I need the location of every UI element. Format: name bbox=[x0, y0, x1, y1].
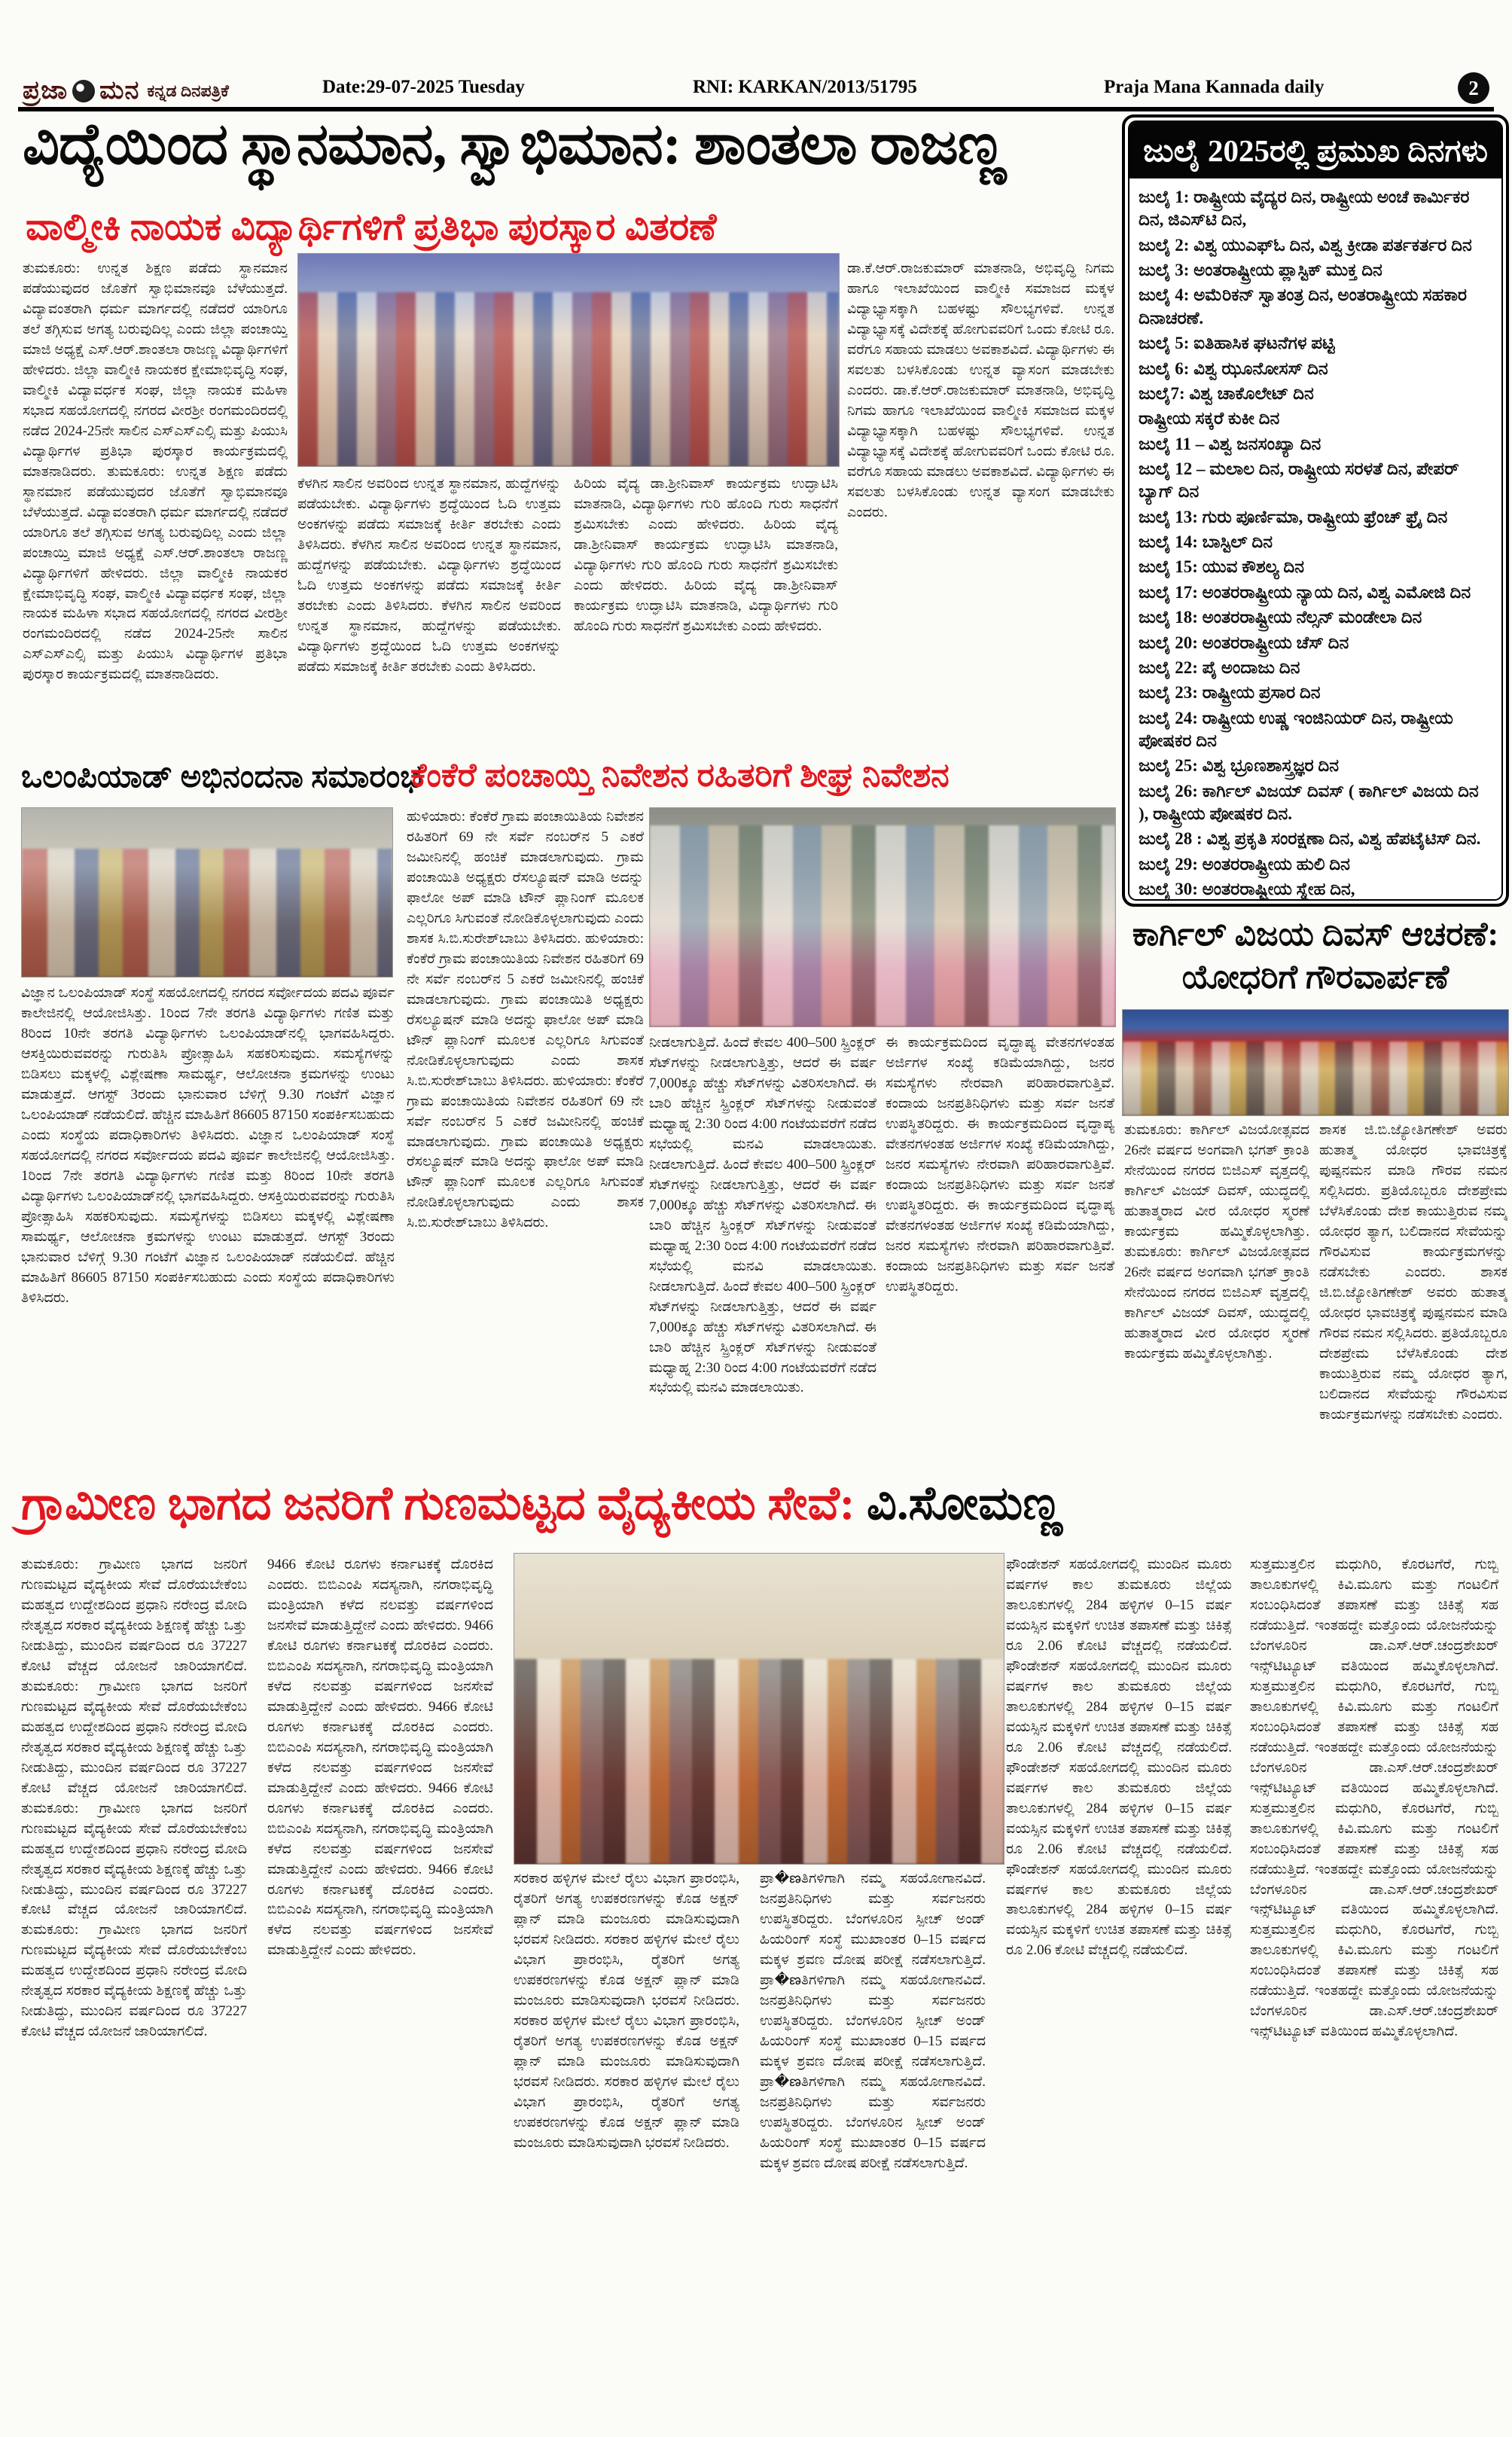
day-list-item: ಜುಲೈ 26: ಕಾರ್ಗಿಲ್ ವಿಜಯ್ ದಿವಸ್ ( ಕಾರ್ಗಿಲ್ ವಿಜಯ ದಿನ ), ರಾಷ್ಟ್ರೀಯ ಪೋಷಕರ ದಿನ. bbox=[1139, 781, 1479, 824]
header-rni: RNI: KARKAN/2013/51795 bbox=[693, 77, 917, 97]
photo-crowd-texture bbox=[22, 849, 392, 977]
day-list-item: ರಾಷ್ಟ್ರೀಯ ಸಕ್ಕರೆ ಕುಕೀ ದಿನ bbox=[1139, 409, 1280, 429]
article1-col2: ಕೆಳಗಿನ ಸಾಲಿನ ಅವರಿಂದ ಉನ್ನತ ಸ್ಥಾನಮಾನ, ಹುದ್ದೆಗಳನ್ನು ಪಡೆಯಬೇಕು. ವಿದ್ಯಾರ್ಥಿಗಳು ಶ್ರದ್ಧೆಯಿಂದ ಓದಿ ಉತ್ತಮ ಅಂಕಗಳನ್ನು ಪಡೆದು ಸಮಾಜಕ್ಕೆ ಕೀರ್ತಿ ತರಬೇಕು ಎಂದು ತಿಳಿಸಿದರು. ಕೆಳಗಿನ ಸಾಲಿನ ಅವರಿಂದ ಉನ್ನತ ಸ್ಥಾನಮಾನ, ಹುದ್ದೆಗಳನ್ನು ಪಡೆಯಬೇಕು. ವಿದ್ಯಾರ್ಥಿಗಳು ಶ್ರದ್ಧೆಯಿಂದ ಓದಿ ಉತ್ತಮ ಅಂಕಗಳನ್ನು ಪಡೆದು ಸಮಾಜಕ್ಕೆ ಕೀರ್ತಿ ತರಬೇಕು ಎಂದು ತಿಳಿಸಿದರು. ಕೆಳಗಿನ ಸಾಲಿನ ಅವರಿಂದ ಉನ್ನತ ಸ್ಥಾನಮಾನ, ಹುದ್ದೆಗಳನ್ನು ಪಡೆಯಬೇಕು. ವಿದ್ಯಾರ್ಥಿಗಳು ಶ್ರದ್ಧೆಯಿಂದ ಓದಿ ಉತ್ತಮ ಅಂಕಗಳನ್ನು ಪಡೆದು ಸಮಾಜಕ್ಕೆ ಕೀರ್ತಿ ತರಬೇಕು ಎಂದು ತಿಳಿಸಿದರು. bbox=[297, 476, 561, 675]
day-list-item: ಜುಲೈ 2: ವಿಶ್ವ ಯುಎಫ್ಓ ದಿನ, ವಿಶ್ವ ಕ್ರೀಡಾ ಪರ್ತಕರ್ತರ ದಿನ bbox=[1139, 235, 1472, 255]
day-list-item: ಜುಲೈ 5: ಐತಿಹಾಸಿಕ ಘಟನೆಗಳ ಪಟ್ಟಿ bbox=[1139, 334, 1335, 353]
day-list-item: ಜುಲೈ 15: ಯುವ ಕೌಶಲ್ಯ ದಿನ bbox=[1139, 557, 1305, 577]
article1-col4: ಡಾ.ಕೆ.ಆರ್.ರಾಜಕುಮಾರ್ ಮಾತನಾಡಿ, ಅಭಿವೃದ್ಧಿ ನಿಗಮ ಹಾಗೂ ಇಲಾಖೆಯಿಂದ ವಾಲ್ಮೀಕಿ ಸಮಾಜದ ಮಕ್ಕಳ ವಿದ್ಯಾಭ್ಯಾಸಕ್ಕಾಗಿ ಬಹಳಷ್ಟು ಸೌಲಭ್ಯಗಳಿವೆ. ಉನ್ನತ ವಿದ್ಯಾಭ್ಯಾಸಕ್ಕೆ ವಿದೇಶಕ್ಕೆ ಹೋಗುವವರಿಗೆ ಒಂದು ಕೋಟಿ ರೂ. ವರೆಗೂ ಸಹಾಯ ಮಾಡಲು ಅವಕಾಶವಿದೆ. ವಿದ್ಯಾರ್ಥಿಗಳು ಈ ಸವಲತು ಬಳಸಿಕೊಂಡು ಉನ್ನತ ವ್ಯಾಸಂಗ ಮಾಡಬೇಕು ಎಂದರು. ಡಾ.ಕೆ.ಆರ್.ರಾಜಕುಮಾರ್ ಮಾತನಾಡಿ, ಅಭಿವೃದ್ಧಿ ನಿಗಮ ಹಾಗೂ ಇಲಾಖೆಯಿಂದ ವಾಲ್ಮೀಕಿ ಸಮಾಜದ ಮಕ್ಕಳ ವಿದ್ಯಾಭ್ಯಾಸಕ್ಕಾಗಿ ಬಹಳಷ್ಟು ಸೌಲಭ್ಯಗಳಿವೆ. ಉನ್ನತ ವಿದ್ಯಾಭ್ಯಾಸಕ್ಕೆ ವಿದೇಶಕ್ಕೆ ಹೋಗುವವರಿಗೆ ಒಂದು ಕೋಟಿ ರೂ. ವರೆಗೂ ಸಹಾಯ ಮಾಡಲು ಅವಕಾಶವಿದೆ. ವಿದ್ಯಾರ್ಥಿಗಳು ಈ ಸವಲತು ಬಳಸಿಕೊಂಡು ಉನ್ನತ ವ್ಯಾಸಂಗ ಮಾಡಬೇಕು ಎಂದರು. bbox=[847, 261, 1114, 520]
masthead bbox=[23, 74, 229, 108]
article4-col2: ಶಾಸಕ ಜಿ.ಬಿ.ಜ್ಯೋತಿಗಣೇಶ್ ಅವರು ಹುತಾತ್ಮ ಯೋಧರ ಭಾವಚಿತ್ರಕ್ಕೆ ಪುಷ್ಪನಮನ ಮಾಡಿ ಗೌರವ ನಮನ ಸಲ್ಲಿಸಿದರು. ಪ್ರತಿಯೊಬ್ಬರೂ ದೇಶಪ್ರೇಮ ಬೆಳೆಸಿಕೊಂಡು ದೇಶ ಕಾಯುತ್ತಿರುವ ನಮ್ಮ ಯೋಧರ ತ್ಯಾಗ, ಬಲಿದಾನದ ಸೇವೆಯನ್ನು ಗೌರವಿಸುವ ಕಾರ್ಯಕ್ರಮಗಳನ್ನು ನಡೆಸಬೇಕು ಎಂದರು. ಶಾಸಕ ಜಿ.ಬಿ.ಜ್ಯೋತಿಗಣೇಶ್ ಅವರು ಹುತಾತ್ಮ ಯೋಧರ ಭಾವಚಿತ್ರಕ್ಕೆ ಪುಷ್ಪನಮನ ಮಾಡಿ ಗೌರವ ನಮನ ಸಲ್ಲಿಸಿದರು. ಪ್ರತಿಯೊಬ್ಬರೂ ದೇಶಪ್ರೇಮ ಬೆಳೆಸಿಕೊಂಡು ದೇಶ ಕಾಯುತ್ತಿರುವ ನಮ್ಮ ಯೋಧರ ತ್ಯಾಗ, ಬಲಿದಾನದ ಸೇವೆಯನ್ನು ಗೌರವಿಸುವ ಕಾರ್ಯಕ್ರಮಗಳನ್ನು ನಡೆಸಬೇಕು ಎಂದರು. bbox=[1319, 1122, 1507, 1423]
article4-headline-line2: ಯೋಧರಿಗೆ ಗೌರವಾರ್ಪಣೆ bbox=[1181, 959, 1450, 996]
article1-photo bbox=[297, 253, 840, 467]
day-list-item: ಜುಲೈ 6: ವಿಶ್ವ ಝೂನೋಸಸ್ ದಿನ bbox=[1139, 358, 1328, 378]
article3-col3: ಈ ಕಾರ್ಯಕ್ರಮದಿಂದ ವೃದ್ಧಾಪ್ಯ ವೇತನಗಳಂತಹ ಅರ್ಜಿಗಳ ಸಂಖ್ಯೆ ಕಡಿಮೆಯಾಗಿದ್ದು, ಜನರ ಸಮಸ್ಯೆಗಳು ನೇರವಾಗಿ ಪರಿಹಾರವಾಗುತ್ತಿವೆ. ಕಂದಾಯ ಜನಪ್ರತಿನಿಧಿಗಳು ಮತ್ತು ಸರ್ವ ಜನತೆ ಉಪಸ್ಥಿತರಿದ್ದರು. ಈ ಕಾರ್ಯಕ್ರಮದಿಂದ ವೃದ್ಧಾಪ್ಯ ವೇತನಗಳಂತಹ ಅರ್ಜಿಗಳ ಸಂಖ್ಯೆ ಕಡಿಮೆಯಾಗಿದ್ದು, ಜನರ ಸಮಸ್ಯೆಗಳು ನೇರವಾಗಿ ಪರಿಹಾರವಾಗುತ್ತಿವೆ. ಕಂದಾಯ ಜನಪ್ರತಿನಿಧಿಗಳು ಮತ್ತು ಸರ್ವ ಜನತೆ ಉಪಸ್ಥಿತರಿದ್ದರು. ಈ ಕಾರ್ಯಕ್ರಮದಿಂದ ವೃದ್ಧಾಪ್ಯ ವೇತನಗಳಂತಹ ಅರ್ಜಿಗಳ ಸಂಖ್ಯೆ ಕಡಿಮೆಯಾಗಿದ್ದು, ಜನರ ಸಮಸ್ಯೆಗಳು ನೇರವಾಗಿ ಪರಿಹಾರವಾಗುತ್ತಿವೆ. ಕಂದಾಯ ಜನಪ್ರತಿನಿಧಿಗಳು ಮತ್ತು ಸರ್ವ ಜನತೆ ಉಪಸ್ಥಿತರಿದ್ದರು. bbox=[886, 1035, 1114, 1295]
article2-body: ವಿಜ್ಞಾನ ಒಲಂಪಿಯಾಡ್ ಸಂಸ್ಥೆ ಸಹಯೋಗದಲ್ಲಿ ನಗರದ ಸರ್ವೋದಯ ಪದವಿ ಪೂರ್ವ ಕಾಲೇಜಿನಲ್ಲಿ ಆಯೋಜಿಸಿತ್ತು. 1ರಿಂದ 7ನೇ ತರಗತಿ ವಿದ್ಯಾರ್ಥಿಗಳು ಗಣಿತ ಮತ್ತು 8ರಿಂದ 10ನೇ ತರಗತಿ ವಿದ್ಯಾರ್ಥಿಗಳು ಒಲಂಪಿಯಾಡ್‌ನಲ್ಲಿ ಭಾಗವಹಿಸಿದ್ದರು. ಆಸಕ್ತಿಯಿರುವವರನ್ನು ಗುರುತಿಸಿ ಪ್ರೋತ್ಸಾಹಿಸಿ ಸಹಕರಿಸುವುದು. ಸಮಸ್ಯೆಗಳನ್ನು ಬಿಡಿಸಲು ಮಕ್ಕಳಲ್ಲಿ ವಿಶ್ಲೇಷಣಾ ಸಾಮರ್ಥ್ಯ, ಆಲೋಚನಾ ಕ್ರಮಗಳನ್ನು ಉಂಟು ಮಾಡುತ್ತದೆ. ಆಗಸ್ಟ್ 3ರಂದು ಭಾನುವಾರ ಬೆಳಿಗ್ಗೆ 9.30 ಗಂಟೆಗೆ ವಿಜ್ಞಾನ ಒಲಂಪಿಯಾಡ್ ನಡೆಯಲಿದೆ. ಹೆಚ್ಚಿನ ಮಾಹಿತಿಗೆ 86605 87150 ಸಂಪರ್ಕಿಸಬಹುದು ಎಂದು ಸಂಸ್ಥೆಯ ಪದಾಧಿಕಾರಿಗಳು ತಿಳಿಸಿದರು. ವಿಜ್ಞಾನ ಒಲಂಪಿಯಾಡ್ ಸಂಸ್ಥೆ ಸಹಯೋಗದಲ್ಲಿ ನಗರದ ಸರ್ವೋದಯ ಪದವಿ ಪೂರ್ವ ಕಾಲೇಜಿನಲ್ಲಿ ಆಯೋಜಿಸಿತ್ತು. 1ರಿಂದ 7ನೇ ತರಗತಿ ವಿದ್ಯಾರ್ಥಿಗಳು ಗಣಿತ ಮತ್ತು 8ರಿಂದ 10ನೇ ತರಗತಿ ವಿದ್ಯಾರ್ಥಿಗಳು ಒಲಂಪಿಯಾಡ್‌ನಲ್ಲಿ ಭಾಗವಹಿಸಿದ್ದರು. ಆಸಕ್ತಿಯಿರುವವರನ್ನು ಗುರುತಿಸಿ ಪ್ರೋತ್ಸಾಹಿಸಿ ಸಹಕರಿಸುವುದು. ಸಮಸ್ಯೆಗಳನ್ನು ಬಿಡಿಸಲು ಮಕ್ಕಳಲ್ಲಿ ವಿಶ್ಲೇಷಣಾ ಸಾಮರ್ಥ್ಯ, ಆಲೋಚನಾ ಕ್ರಮಗಳನ್ನು ಉಂಟು ಮಾಡುತ್ತದೆ. ಆಗಸ್ಟ್ 3ರಂದು ಭಾನುವಾರ ಬೆಳಿಗ್ಗೆ 9.30 ಗಂಟೆಗೆ ವಿಜ್ಞಾನ ಒಲಂಪಿಯಾಡ್ ನಡೆಯಲಿದೆ. ಹೆಚ್ಚಿನ ಮಾಹಿತಿಗೆ 86605 87150 ಸಂಪರ್ಕಿಸಬಹುದು ಎಂದು ಸಂಸ್ಥೆಯ ಪದಾಧಿಕಾರಿಗಳು ತಿಳಿಸಿದರು. bbox=[21, 985, 395, 1306]
logo-text-left: ಪ್ರಜಾ bbox=[23, 77, 69, 105]
article5-photo bbox=[514, 1553, 1004, 1865]
day-list-item: ಜುಲೈ 30: ಅಂತರರಾಷ್ಟ್ರೀಯ ಸ್ನೇಹ ದಿನ, bbox=[1139, 880, 1355, 899]
article1-subheadline: ವಾಲ್ಮೀಕಿ ನಾಯಕ ವಿದ್ಯಾರ್ಥಿಗಳಿಗೆ ಪ್ರತಿಭಾ ಪುರಸ್ಕಾರ ವಿತರಣೆ bbox=[26, 206, 717, 248]
article5-headline-red: ಗ್ರಾಮೀಣ ಭಾಗದ ಜನರಿಗೆ ಗುಣಮಟ್ಟದ ವೈದ್ಯಕೀಯ ಸೇವೆ: bbox=[21, 1478, 867, 1530]
article3-col1: ಹುಳಿಯಾರು: ಕೆಂಕೆರೆ ಗ್ರಾಮ ಪಂಚಾಯಿತಿಯ ನಿವೇಶನ ರಹಿತರಿಗೆ 69 ನೇ ಸರ್ವೆ ನಂಬರ್‌ನ 5 ಎಕರೆ ಜಮೀನಿನಲ್ಲಿ ಹಂಚಿಕೆ ಮಾಡಲಾಗುವುದು. ಗ್ರಾಮ ಪಂಚಾಯಿತಿ ಅಧ್ಯಕ್ಷರು ರೆಸಲ್ಯೂಷನ್ ಮಾಡಿ ಅದನ್ನು ಫಾಲೋ ಅಪ್ ಮಾಡಿ ಟೌನ್ ಪ್ಲಾನಿಂಗ್ ಮೂಲಕ ಎಲ್ಲರಿಗೂ ಸಿಗುವಂತೆ ನೋಡಿಕೊಳ್ಳಲಾಗುವುದು ಎಂದು ಶಾಸಕ ಸಿ.ಬಿ.ಸುರೇಶ್‌ಬಾಬು ತಿಳಿಸಿದರು. ಹುಳಿಯಾರು: ಕೆಂಕೆರೆ ಗ್ರಾಮ ಪಂಚಾಯಿತಿಯ ನಿವೇಶನ ರಹಿತರಿಗೆ 69 ನೇ ಸರ್ವೆ ನಂಬರ್‌ನ 5 ಎಕರೆ ಜಮೀನಿನಲ್ಲಿ ಹಂಚಿಕೆ ಮಾಡಲಾಗುವುದು. ಗ್ರಾಮ ಪಂಚಾಯಿತಿ ಅಧ್ಯಕ್ಷರು ರೆಸಲ್ಯೂಷನ್ ಮಾಡಿ ಅದನ್ನು ಫಾಲೋ ಅಪ್ ಮಾಡಿ ಟೌನ್ ಪ್ಲಾನಿಂಗ್ ಮೂಲಕ ಎಲ್ಲರಿಗೂ ಸಿಗುವಂತೆ ನೋಡಿಕೊಳ್ಳಲಾಗುವುದು ಎಂದು ಶಾಸಕ ಸಿ.ಬಿ.ಸುರೇಶ್‌ಬಾಬು ತಿಳಿಸಿದರು. ಹುಳಿಯಾರು: ಕೆಂಕೆರೆ ಗ್ರಾಮ ಪಂಚಾಯಿತಿಯ ನಿವೇಶನ ರಹಿತರಿಗೆ 69 ನೇ ಸರ್ವೆ ನಂಬರ್‌ನ 5 ಎಕರೆ ಜಮೀನಿನಲ್ಲಿ ಹಂಚಿಕೆ ಮಾಡಲಾಗುವುದು. ಗ್ರಾಮ ಪಂಚಾಯಿತಿ ಅಧ್ಯಕ್ಷರು ರೆಸಲ್ಯೂಷನ್ ಮಾಡಿ ಅದನ್ನು ಫಾಲೋ ಅಪ್ ಮಾಡಿ ಟೌನ್ ಪ್ಲಾನಿಂಗ್ ಮೂಲಕ ಎಲ್ಲರಿಗೂ ಸಿಗುವಂತೆ ನೋಡಿಕೊಳ್ಳಲಾಗುವುದು ಎಂದು ಶಾಸಕ ಸಿ.ಬಿ.ಸುರೇಶ್‌ಬಾಬು ತಿಳಿಸಿದರು. bbox=[407, 809, 644, 1231]
photo-crowd-texture bbox=[514, 1659, 1004, 1864]
article2-photo bbox=[21, 807, 393, 978]
article5-col3: ಸರಕಾರ ಹಳ್ಳಿಗಳ ಮೇಲೆ ರೈಲು ವಿಭಾಗ ಪ್ರಾರಂಭಿಸಿ, ರೈತರಿಗೆ ಅಗತ್ಯ ಉಪಕರಣಗಳನ್ನು ಕೊಡ ಅಕ್ಷನ್ ಪ್ಲಾನ್ ಮಾಡಿ ಮಂಜೂರು ಮಾಡಿಸುವುದಾಗಿ ಭರವಸೆ ನೀಡಿದರು. ಸರಕಾರ ಹಳ್ಳಿಗಳ ಮೇಲೆ ರೈಲು ವಿಭಾಗ ಪ್ರಾರಂಭಿಸಿ, ರೈತರಿಗೆ ಅಗತ್ಯ ಉಪಕರಣಗಳನ್ನು ಕೊಡ ಅಕ್ಷನ್ ಪ್ಲಾನ್ ಮಾಡಿ ಮಂಜೂರು ಮಾಡಿಸುವುದಾಗಿ ಭರವಸೆ ನೀಡಿದರು. ಸರಕಾರ ಹಳ್ಳಿಗಳ ಮೇಲೆ ರೈಲು ವಿಭಾಗ ಪ್ರಾರಂಭಿಸಿ, ರೈತರಿಗೆ ಅಗತ್ಯ ಉಪಕರಣಗಳನ್ನು ಕೊಡ ಅಕ್ಷನ್ ಪ್ಲಾನ್ ಮಾಡಿ ಮಂಜೂರು ಮಾಡಿಸುವುದಾಗಿ ಭರವಸೆ ನೀಡಿದರು. ಸರಕಾರ ಹಳ್ಳಿಗಳ ಮೇಲೆ ರೈಲು ವಿಭಾಗ ಪ್ರಾರಂಭಿಸಿ, ರೈತರಿಗೆ ಅಗತ್ಯ ಉಪಕರಣಗಳನ್ನು ಕೊಡ ಅಕ್ಷನ್ ಪ್ಲಾನ್ ಮಾಡಿ ಮಂಜೂರು ಮಾಡಿಸುವುದಾಗಿ ಭರವಸೆ ನೀಡಿದರು. bbox=[514, 1871, 739, 2151]
article5-headline-name: ವಿ.ಸೋಮಣ್ಣ bbox=[866, 1478, 1062, 1530]
article4-headline-line1: ಕಾರ್ಗಿಲ್ ವಿಜಯ ದಿವಸ್ ಆಚರಣೆ: bbox=[1132, 916, 1499, 953]
header-date: Date:29-07-2025 Tuesday bbox=[322, 77, 525, 97]
article2-headline: ಒಲಂಪಿಯಾಡ್ ಅಭಿನಂದನಾ ಸಮಾರಂಭ bbox=[21, 760, 422, 795]
day-list-item: ಜುಲೈ7: ವಿಶ್ವ ಚಾಕೊಲೇಟ್ ದಿನ bbox=[1139, 383, 1314, 403]
article5-headline bbox=[21, 1478, 1494, 1531]
article4-headline bbox=[1122, 913, 1509, 999]
article1-headline: ವಿದ್ಯೆಯಿಂದ ಸ್ಥಾನಮಾನ, ಸ್ವಾಭಿಮಾನ: ಶಾಂತಲಾ ರಾಜಣ್ಣ bbox=[23, 113, 1006, 176]
article5-col1: ತುಮಕೂರು: ಗ್ರಾಮೀಣ ಭಾಗದ ಜನರಿಗೆ ಗುಣಮಟ್ಟದ ವೈದ್ಯಕೀಯ ಸೇವೆ ದೊರೆಯಬೇಕೆಂಬ ಮಹತ್ವದ ಉದ್ದೇಶದಿಂದ ಪ್ರಧಾನಿ ನರೇಂದ್ರ ಮೋದಿ ನೇತೃತ್ವದ ಸರಕಾರ ವೈದ್ಯಕೀಯ ಶಿಕ್ಷಣಕ್ಕೆ ಹೆಚ್ಚು ಒತ್ತು ನೀಡುತಿದ್ದು, ಮುಂದಿನ ವರ್ಷದಿಂದ ರೂ 37227 ಕೋಟಿ ವೆಚ್ಚದ ಯೋಜನೆ ಜಾರಿಯಾಗಲಿದೆ. ತುಮಕೂರು: ಗ್ರಾಮೀಣ ಭಾಗದ ಜನರಿಗೆ ಗುಣಮಟ್ಟದ ವೈದ್ಯಕೀಯ ಸೇವೆ ದೊರೆಯಬೇಕೆಂಬ ಮಹತ್ವದ ಉದ್ದೇಶದಿಂದ ಪ್ರಧಾನಿ ನರೇಂದ್ರ ಮೋದಿ ನೇತೃತ್ವದ ಸರಕಾರ ವೈದ್ಯಕೀಯ ಶಿಕ್ಷಣಕ್ಕೆ ಹೆಚ್ಚು ಒತ್ತು ನೀಡುತಿದ್ದು, ಮುಂದಿನ ವರ್ಷದಿಂದ ರೂ 37227 ಕೋಟಿ ವೆಚ್ಚದ ಯೋಜನೆ ಜಾರಿಯಾಗಲಿದೆ. ತುಮಕೂರು: ಗ್ರಾಮೀಣ ಭಾಗದ ಜನರಿಗೆ ಗುಣಮಟ್ಟದ ವೈದ್ಯಕೀಯ ಸೇವೆ ದೊರೆಯಬೇಕೆಂಬ ಮಹತ್ವದ ಉದ್ದೇಶದಿಂದ ಪ್ರಧಾನಿ ನರೇಂದ್ರ ಮೋದಿ ನೇತೃತ್ವದ ಸರಕಾರ ವೈದ್ಯಕೀಯ ಶಿಕ್ಷಣಕ್ಕೆ ಹೆಚ್ಚು ಒತ್ತು ನೀಡುತಿದ್ದು, ಮುಂದಿನ ವರ್ಷದಿಂದ ರೂ 37227 ಕೋಟಿ ವೆಚ್ಚದ ಯೋಜನೆ ಜಾರಿಯಾಗಲಿದೆ. ತುಮಕೂರು: ಗ್ರಾಮೀಣ ಭಾಗದ ಜನರಿಗೆ ಗುಣಮಟ್ಟದ ವೈದ್ಯಕೀಯ ಸೇವೆ ದೊರೆಯಬೇಕೆಂಬ ಮಹತ್ವದ ಉದ್ದೇಶದಿಂದ ಪ್ರಧಾನಿ ನರೇಂದ್ರ ಮೋದಿ ನೇತೃತ್ವದ ಸರಕಾರ ವೈದ್ಯಕೀಯ ಶಿಕ್ಷಣಕ್ಕೆ ಹೆಚ್ಚು ಒತ್ತು ನೀಡುತಿದ್ದು, ಮುಂದಿನ ವರ್ಷದಿಂದ ರೂ 37227 ಕೋಟಿ ವೆಚ್ಚದ ಯೋಜನೆ ಜಾರಿಯಾಗಲಿದೆ. bbox=[21, 1557, 247, 2040]
article1-col1: ತುಮಕೂರು: ಉನ್ನತ ಶಿಕ್ಷಣ ಪಡೆದು ಸ್ಥಾನಮಾನ ಪಡೆಯುವುದರ ಜೊತೆಗೆ ಸ್ವಾಭಿಮಾನವೂ ಬೆಳೆಯುತ್ತದೆ. ವಿದ್ಯಾವಂತರಾಗಿ ಧರ್ಮ ಮಾರ್ಗದಲ್ಲಿ ನಡೆದರೆ ಯಾರಿಗೂ ತಲೆ ತಗ್ಗಿಸುವ ಅಗತ್ಯ ಬರುವುದಿಲ್ಲ ಎಂದು ಜಿಲ್ಲಾ ಪಂಚಾಯ್ತಿ ಮಾಜಿ ಅಧ್ಯಕ್ಷೆ ಎಸ್.ಆರ್.ಶಾಂತಲಾ ರಾಜಣ್ಣ ವಿದ್ಯಾರ್ಥಿಗಳಿಗೆ ಹೇಳಿದರು. ಜಿಲ್ಲಾ ವಾಲ್ಮೀಕಿ ನಾಯಕರ ಕ್ಷೇಮಾಭಿವೃದ್ಧಿ ಸಂಘ, ವಾಲ್ಮೀಕಿ ವಿದ್ಯಾವರ್ಧಕ ಸಂಘ, ಜಿಲ್ಲಾ ನಾಯಕ ಮಹಿಳಾ ಸಭಾದ ಸಹಯೋಗದಲ್ಲಿ ನಗರದ ವೀರಶ್ರೀ ರಂಗಮಂದಿರದಲ್ಲಿ ನಡೆದ 2024-25ನೇ ಸಾಲಿನ ಎಸ್ಎಸ್ಎಲ್ಸಿ ಮತ್ತು ಪಿಯುಸಿ ವಿದ್ಯಾರ್ಥಿಗಳ ಪ್ರತಿಭಾ ಪುರಸ್ಕಾರ ಕಾರ್ಯಕ್ರಮದಲ್ಲಿ ಮಾತನಾಡಿದರು. ತುಮಕೂರು: ಉನ್ನತ ಶಿಕ್ಷಣ ಪಡೆದು ಸ್ಥಾನಮಾನ ಪಡೆಯುವುದರ ಜೊತೆಗೆ ಸ್ವಾಭಿಮಾನವೂ ಬೆಳೆಯುತ್ತದೆ. ವಿದ್ಯಾವಂತರಾಗಿ ಧರ್ಮ ಮಾರ್ಗದಲ್ಲಿ ನಡೆದರೆ ಯಾರಿಗೂ ತಲೆ ತಗ್ಗಿಸುವ ಅಗತ್ಯ ಬರುವುದಿಲ್ಲ ಎಂದು ಜಿಲ್ಲಾ ಪಂಚಾಯ್ತಿ ಮಾಜಿ ಅಧ್ಯಕ್ಷೆ ಎಸ್.ಆರ್.ಶಾಂತಲಾ ರಾಜಣ್ಣ ವಿದ್ಯಾರ್ಥಿಗಳಿಗೆ ಹೇಳಿದರು. ಜಿಲ್ಲಾ ವಾಲ್ಮೀಕಿ ನಾಯಕರ ಕ್ಷೇಮಾಭಿವೃದ್ಧಿ ಸಂಘ, ವಾಲ್ಮೀಕಿ ವಿದ್ಯಾವರ್ಧಕ ಸಂಘ, ಜಿಲ್ಲಾ ನಾಯಕ ಮಹಿಳಾ ಸಭಾದ ಸಹಯೋಗದಲ್ಲಿ ನಗರದ ವೀರಶ್ರೀ ರಂಗಮಂದಿರದಲ್ಲಿ ನಡೆದ 2024-25ನೇ ಸಾಲಿನ ಎಸ್ಎಸ್ಎಲ್ಸಿ ಮತ್ತು ಪಿಯುಸಿ ವಿದ್ಯಾರ್ಥಿಗಳ ಪ್ರತಿಭಾ ಪುರಸ್ಕಾರ ಕಾರ್ಯಕ್ರಮದಲ್ಲಿ ಮಾತನಾಡಿದರು. bbox=[23, 261, 288, 683]
paper-logo bbox=[23, 77, 139, 105]
photo-crowd-texture bbox=[298, 292, 839, 466]
day-list-item: ಜುಲೈ 23: ರಾಷ್ಟ್ರೀಯ ಪ್ರಸಾರ ದಿನ bbox=[1139, 683, 1321, 703]
day-list-item: ಜುಲೈ 1: ರಾಷ್ಟ್ರೀಯ ವೈದ್ಯರ ದಿನ, ರಾಷ್ಟ್ರೀಯ ಅಂಚೆ ಕಾರ್ಮಿಕರ ದಿನ, ಜಿಎಸ್‌ಟಿ ದಿನ, bbox=[1139, 188, 1470, 230]
day-list-item: ಜುಲೈ 14: ಬಾಸ್ಟಿಲ್ ದಿನ bbox=[1139, 532, 1273, 552]
logo-text-right: ಮನ bbox=[99, 77, 140, 105]
day-list-item: ಜುಲೈ 4: ಅಮೆರಿಕನ್ ಸ್ವಾತಂತ್ರ ದಿನ, ಅಂತರಾಷ್ಟ್ರೀಯ ಸಹಕಾರ ದಿನಾಚರಣೆ. bbox=[1139, 285, 1468, 328]
header-rule bbox=[18, 107, 1494, 111]
photo-crowd-texture bbox=[650, 825, 1115, 1026]
day-list-item: ಜುಲೈ 13: ಗುರು ಪೂರ್ಣಿಮಾ, ರಾಷ್ಟ್ರೀಯ ಫ್ರೆಂಚ್ ಫ್ರೈ ದಿನ bbox=[1139, 507, 1448, 526]
day-list-item: ಜುಲೈ 24: ರಾಷ್ಟ್ರೀಯ ಉಷ್ಣ ಇಂಜಿನಿಯರ್ ದಿನ, ರಾಷ್ಟ್ರೀಯ ಪೋಷಕರ ದಿನ bbox=[1139, 708, 1453, 750]
article4-photo bbox=[1122, 1009, 1509, 1116]
day-list-item: ಜುಲೈ 25: ವಿಶ್ವ ಭ್ರೂಣಶಾಸ್ತ್ರಜ್ಞರ ದಿನ bbox=[1139, 756, 1340, 776]
article5-col4: ಪ್ರಾ�ణತಿಗಳಿಗಾಗಿ ನಮ್ಮ ಸಹಯೋಗಾನವಿದೆ. ಜನಪ್ರತಿನಿಧಿಗಳು ಮತ್ತು ಸರ್ವಜನರು ಉಪಸ್ಥಿತರಿದ್ದರು. ಬೆಂಗಳೂರಿನ ಸ್ಪೀಚ್ ಅಂಡ್ ಹಿಯರಿಂಗ್ ಸಂಸ್ಥೆ ಮುಖಾಂತರ 0–15 ವರ್ಷದ ಮಕ್ಕಳ ಶ್ರವಣ ದೋಷ ಪರೀಕ್ಷೆ ನಡೆಸಲಾಗುತ್ತಿದೆ. ಪ್ರಾ�ణತಿಗಳಿಗಾಗಿ ನಮ್ಮ ಸಹಯೋಗಾನವಿದೆ. ಜನಪ್ರತಿನಿಧಿಗಳು ಮತ್ತು ಸರ್ವಜನರು ಉಪಸ್ಥಿತರಿದ್ದರು. ಬೆಂಗಳೂರಿನ ಸ್ಪೀಚ್ ಅಂಡ್ ಹಿಯರಿಂಗ್ ಸಂಸ್ಥೆ ಮುಖಾಂತರ 0–15 ವರ್ಷದ ಮಕ್ಕಳ ಶ್ರವಣ ದೋಷ ಪರೀಕ್ಷೆ ನಡೆಸಲಾಗುತ್ತಿದೆ. ಪ್ರಾ�ణತಿಗಳಿಗಾಗಿ ನಮ್ಮ ಸಹಯೋಗಾನವಿದೆ. ಜನಪ್ರತಿನಿಧಿಗಳು ಮತ್ತು ಸರ್ವಜನರು ಉಪಸ್ಥಿತರಿದ್ದರು. ಬೆಂಗಳೂರಿನ ಸ್ಪೀಚ್ ಅಂಡ್ ಹಿಯರಿಂಗ್ ಸಂಸ್ಥೆ ಮುಖಾಂತರ 0–15 ವರ್ಷದ ಮಕ್ಕಳ ಶ್ರವಣ ದೋಷ ಪರೀಕ್ಷೆ ನಡೆಸಲಾಗುತ್ತಿದೆ. bbox=[760, 1871, 986, 2171]
article3-photo bbox=[649, 807, 1116, 1027]
article5-col2: 9466 ಕೋಟಿ ರೂಗಳು ಕರ್ನಾಟಕಕ್ಕೆ ದೊರಕಿದ ಎಂದರು. ಬಿಬಿಎಂಪಿ ಸದಸ್ಯನಾಗಿ, ನಗರಾಭಿವೃದ್ಧಿ ಮಂತ್ರಿಯಾಗಿ ಕಳೆದ ನಲವತ್ತು ವರ್ಷಗಳಿಂದ ಜನಸೇವೆ ಮಾಡುತ್ತಿದ್ದೇನೆ ಎಂದು ಹೇಳಿದರು. 9466 ಕೋಟಿ ರೂಗಳು ಕರ್ನಾಟಕಕ್ಕೆ ದೊರಕಿದ ಎಂದರು. ಬಿಬಿಎಂಪಿ ಸದಸ್ಯನಾಗಿ, ನಗರಾಭಿವೃದ್ಧಿ ಮಂತ್ರಿಯಾಗಿ ಕಳೆದ ನಲವತ್ತು ವರ್ಷಗಳಿಂದ ಜನಸೇವೆ ಮಾಡುತ್ತಿದ್ದೇನೆ ಎಂದು ಹೇಳಿದರು. 9466 ಕೋಟಿ ರೂಗಳು ಕರ್ನಾಟಕಕ್ಕೆ ದೊರಕಿದ ಎಂದರು. ಬಿಬಿಎಂಪಿ ಸದಸ್ಯನಾಗಿ, ನಗರಾಭಿವೃದ್ಧಿ ಮಂತ್ರಿಯಾಗಿ ಕಳೆದ ನಲವತ್ತು ವರ್ಷಗಳಿಂದ ಜನಸೇವೆ ಮಾಡುತ್ತಿದ್ದೇನೆ ಎಂದು ಹೇಳಿದರು. 9466 ಕೋಟಿ ರೂಗಳು ಕರ್ನಾಟಕಕ್ಕೆ ದೊರಕಿದ ಎಂದರು. ಬಿಬಿಎಂಪಿ ಸದಸ್ಯನಾಗಿ, ನಗರಾಭಿವೃದ್ಧಿ ಮಂತ್ರಿಯಾಗಿ ಕಳೆದ ನಲವತ್ತು ವರ್ಷಗಳಿಂದ ಜನಸೇವೆ ಮಾಡುತ್ತಿದ್ದೇನೆ ಎಂದು ಹೇಳಿದರು. 9466 ಕೋಟಿ ರೂಗಳು ಕರ್ನಾಟಕಕ್ಕೆ ದೊರಕಿದ ಎಂದರು. ಬಿಬಿಎಂಪಿ ಸದಸ್ಯನಾಗಿ, ನಗರಾಭಿವೃದ್ಧಿ ಮಂತ್ರಿಯಾಗಿ ಕಳೆದ ನಲವತ್ತು ವರ್ಷಗಳಿಂದ ಜನಸೇವೆ ಮಾಡುತ್ತಿದ್ದೇನೆ ಎಂದು ಹೇಳಿದರು. bbox=[267, 1557, 493, 1959]
day-list-item: ಜುಲೈ 22: ಪೈ ಅಂದಾಜು ದಿನ bbox=[1139, 657, 1300, 677]
day-list-item: ಜುಲೈ 11 – ವಿಶ್ವ ಜನಸಂಖ್ಯಾ ದಿನ bbox=[1139, 434, 1321, 453]
paper-tagline: ಕನ್ನಡ ದಿನಪತ್ರಿಕೆ bbox=[147, 81, 229, 100]
day-list-item: ಜುಲೈ 3: ಅಂತರಾಷ್ಟ್ರೀಯ ಪ್ಲಾಸ್ಟಿಕ್ ಮುಕ್ತ ದಿನ bbox=[1139, 261, 1382, 280]
article5-col5: ಫೌಂಡೇಶನ್ ಸಹಯೋಗದಲ್ಲಿ ಮುಂದಿನ ಮೂರು ವರ್ಷಗಳ ಕಾಲ ತುಮಕೂರು ಜಿಲ್ಲೆಯ ತಾಲೂಕುಗಳಲ್ಲಿ 284 ಹಳ್ಳಿಗಳ 0–15 ವರ್ಷ ವಯಸ್ಸಿನ ಮಕ್ಕಳಿಗೆ ಉಚಿತ ತಪಾಸಣೆ ಮತ್ತು ಚಿಕಿತ್ಸೆ ರೂ 2.06 ಕೋಟಿ ವೆಚ್ಚದಲ್ಲಿ ನಡೆಯಲಿದೆ. ಫೌಂಡೇಶನ್ ಸಹಯೋಗದಲ್ಲಿ ಮುಂದಿನ ಮೂರು ವರ್ಷಗಳ ಕಾಲ ತುಮಕೂರು ಜಿಲ್ಲೆಯ ತಾಲೂಕುಗಳಲ್ಲಿ 284 ಹಳ್ಳಿಗಳ 0–15 ವರ್ಷ ವಯಸ್ಸಿನ ಮಕ್ಕಳಿಗೆ ಉಚಿತ ತಪಾಸಣೆ ಮತ್ತು ಚಿಕಿತ್ಸೆ ರೂ 2.06 ಕೋಟಿ ವೆಚ್ಚದಲ್ಲಿ ನಡೆಯಲಿದೆ. ಫೌಂಡೇಶನ್ ಸಹಯೋಗದಲ್ಲಿ ಮುಂದಿನ ಮೂರು ವರ್ಷಗಳ ಕಾಲ ತುಮಕೂರು ಜಿಲ್ಲೆಯ ತಾಲೂಕುಗಳಲ್ಲಿ 284 ಹಳ್ಳಿಗಳ 0–15 ವರ್ಷ ವಯಸ್ಸಿನ ಮಕ್ಕಳಿಗೆ ಉಚಿತ ತಪಾಸಣೆ ಮತ್ತು ಚಿಕಿತ್ಸೆ ರೂ 2.06 ಕೋಟಿ ವೆಚ್ಚದಲ್ಲಿ ನಡೆಯಲಿದೆ. ಫೌಂಡೇಶನ್ ಸಹಯೋಗದಲ್ಲಿ ಮುಂದಿನ ಮೂರು ವರ್ಷಗಳ ಕಾಲ ತುಮಕೂರು ಜಿಲ್ಲೆಯ ತಾಲೂಕುಗಳಲ್ಲಿ 284 ಹಳ್ಳಿಗಳ 0–15 ವರ್ಷ ವಯಸ್ಸಿನ ಮಕ್ಕಳಿಗೆ ಉಚಿತ ತಪಾಸಣೆ ಮತ್ತು ಚಿಕಿತ್ಸೆ ರೂ 2.06 ಕೋಟಿ ವೆಚ್ಚದಲ್ಲಿ ನಡೆಯಲಿದೆ. bbox=[1006, 1557, 1232, 1959]
article4-col1: ತುಮಕೂರು: ಕಾರ್ಗಿಲ್ ವಿಜಯೋತ್ಸವದ 26ನೇ ವರ್ಷದ ಅಂಗವಾಗಿ ಭಗತ್ ಕ್ರಾಂತಿ ಸೇನೆಯಿಂದ ನಗರದ ಬಿಜಿಎಸ್ ವೃತ್ತದಲ್ಲಿ ಕಾರ್ಗಿಲ್ ವಿಜಯ್ ದಿವಸ್, ಯುದ್ಧದಲ್ಲಿ ಹುತಾತ್ಮರಾದ ವೀರ ಯೋಧರ ಸ್ಮರಣೆ ಕಾರ್ಯಕ್ರಮ ಹಮ್ಮಿಕೊಳ್ಳಲಾಗಿತ್ತು. ತುಮಕೂರು: ಕಾರ್ಗಿಲ್ ವಿಜಯೋತ್ಸವದ 26ನೇ ವರ್ಷದ ಅಂಗವಾಗಿ ಭಗತ್ ಕ್ರಾಂತಿ ಸೇನೆಯಿಂದ ನಗರದ ಬಿಜಿಎಸ್ ವೃತ್ತದಲ್ಲಿ ಕಾರ್ಗಿಲ್ ವಿಜಯ್ ದಿವಸ್, ಯುದ್ಧದಲ್ಲಿ ಹುತಾತ್ಮರಾದ ವೀರ ಯೋಧರ ಸ್ಮರಣೆ ಕಾರ್ಯಕ್ರಮ ಹಮ್ಮಿಕೊಳ್ಳಲಾಗಿತ್ತು. bbox=[1124, 1122, 1309, 1362]
day-list-item: ಜುಲೈ 17: ಅಂತರರಾಷ್ಟ್ರೀಯ ನ್ಯಾಯ ದಿನ, ವಿಶ್ವ ಎಮೋಜಿ ದಿನ bbox=[1139, 582, 1471, 602]
article1-col3: ಹಿರಿಯ ವೈದ್ಯ ಡಾ.ಶ್ರೀನಿವಾಸ್ ಕಾರ್ಯಕ್ರಮ ಉದ್ಘಾಟಿಸಿ ಮಾತನಾಡಿ, ವಿದ್ಯಾರ್ಥಿಗಳು ಗುರಿ ಹೊಂದಿ ಗುರು ಸಾಧನೆಗೆ ಶ್ರಮಿಸಬೇಕು ಎಂದು ಹೇಳಿದರು. ಹಿರಿಯ ವೈದ್ಯ ಡಾ.ಶ್ರೀನಿವಾಸ್ ಕಾರ್ಯಕ್ರಮ ಉದ್ಘಾಟಿಸಿ ಮಾತನಾಡಿ, ವಿದ್ಯಾರ್ಥಿಗಳು ಗುರಿ ಹೊಂದಿ ಗುರು ಸಾಧನೆಗೆ ಶ್ರಮಿಸಬೇಕು ಎಂದು ಹೇಳಿದರು. ಹಿರಿಯ ವೈದ್ಯ ಡಾ.ಶ್ರೀನಿವಾಸ್ ಕಾರ್ಯಕ್ರಮ ಉದ್ಘಾಟಿಸಿ ಮಾತನಾಡಿ, ವಿದ್ಯಾರ್ಥಿಗಳು ಗುರಿ ಹೊಂದಿ ಗುರು ಸಾಧನೆಗೆ ಶ್ರಮಿಸಬೇಕು ಎಂದು ಹೇಳಿದರು. bbox=[574, 476, 838, 634]
important-days-box bbox=[1122, 114, 1509, 907]
article5-col6: ಸುತ್ತಮುತ್ತಲಿನ ಮಧುಗಿರಿ, ಕೊರಟಗೆರೆ, ಗುಬ್ಬಿ ತಾಲೂಕುಗಳಲ್ಲಿ ಕಿವಿ.ಮೂಗು ಮತ್ತು ಗಂಟಲಿಗೆ ಸಂಬಂಧಿಸಿದಂತೆ ತಪಾಸಣೆ ಮತ್ತು ಚಿಕಿತ್ಸೆ ಸಹ ನಡೆಯುತ್ತಿದೆ. ಇಂತಹದ್ದೇ ಮತ್ತೊಂದು ಯೋಜನೆಯನ್ನು ಬೆಂಗಳೂರಿನ ಡಾ.ಎಸ್.ಆರ್.ಚಂದ್ರಶೇಖರ್ ಇನ್ಸ್‌ಟಿಟ್ಯೂಟ್ ವತಿಯಿಂದ ಹಮ್ಮಿಕೊಳ್ಳಲಾಗಿದೆ. ಸುತ್ತಮುತ್ತಲಿನ ಮಧುಗಿರಿ, ಕೊರಟಗೆರೆ, ಗುಬ್ಬಿ ತಾಲೂಕುಗಳಲ್ಲಿ ಕಿವಿ.ಮೂಗು ಮತ್ತು ಗಂಟಲಿಗೆ ಸಂಬಂಧಿಸಿದಂತೆ ತಪಾಸಣೆ ಮತ್ತು ಚಿಕಿತ್ಸೆ ಸಹ ನಡೆಯುತ್ತಿದೆ. ಇಂತಹದ್ದೇ ಮತ್ತೊಂದು ಯೋಜನೆಯನ್ನು ಬೆಂಗಳೂರಿನ ಡಾ.ಎಸ್.ಆರ್.ಚಂದ್ರಶೇಖರ್ ಇನ್ಸ್‌ಟಿಟ್ಯೂಟ್ ವತಿಯಿಂದ ಹಮ್ಮಿಕೊಳ್ಳಲಾಗಿದೆ. ಸುತ್ತಮುತ್ತಲಿನ ಮಧುಗಿರಿ, ಕೊರಟಗೆರೆ, ಗುಬ್ಬಿ ತಾಲೂಕುಗಳಲ್ಲಿ ಕಿವಿ.ಮೂಗು ಮತ್ತು ಗಂಟಲಿಗೆ ಸಂಬಂಧಿಸಿದಂತೆ ತಪಾಸಣೆ ಮತ್ತು ಚಿಕಿತ್ಸೆ ಸಹ ನಡೆಯುತ್ತಿದೆ. ಇಂತಹದ್ದೇ ಮತ್ತೊಂದು ಯೋಜನೆಯನ್ನು ಬೆಂಗಳೂರಿನ ಡಾ.ಎಸ್.ಆರ್.ಚಂದ್ರಶೇಖರ್ ಇನ್ಸ್‌ಟಿಟ್ಯೂಟ್ ವತಿಯಿಂದ ಹಮ್ಮಿಕೊಳ್ಳಲಾಗಿದೆ. ಸುತ್ತಮುತ್ತಲಿನ ಮಧುಗಿರಿ, ಕೊರಟಗೆರೆ, ಗುಬ್ಬಿ ತಾಲೂಕುಗಳಲ್ಲಿ ಕಿವಿ.ಮೂಗು ಮತ್ತು ಗಂಟಲಿಗೆ ಸಂಬಂಧಿಸಿದಂತೆ ತಪಾಸಣೆ ಮತ್ತು ಚಿಕಿತ್ಸೆ ಸಹ ನಡೆಯುತ್ತಿದೆ. ಇಂತಹದ್ದೇ ಮತ್ತೊಂದು ಯೋಜನೆಯನ್ನು ಬೆಂಗಳೂರಿನ ಡಾ.ಎಸ್.ಆರ್.ಚಂದ್ರಶೇಖರ್ ಇನ್ಸ್‌ಟಿಟ್ಯೂಟ್ ವತಿಯಿಂದ ಹಮ್ಮಿಕೊಳ್ಳಲಾಗಿದೆ. bbox=[1250, 1557, 1498, 2040]
day-list-item: ಜುಲೈ 28 : ವಿಶ್ವ ಪ್ರಕೃತಿ ಸಂರಕ್ಷಣಾ ದಿನ, ವಿಶ್ವ ಹೆಪಟೈಟಿಸ್ ದಿನ. bbox=[1139, 829, 1481, 849]
day-list bbox=[1129, 178, 1501, 899]
article3-headline: ಕೆಂಕೆರೆ ಪಂಚಾಯ್ತಿ ನಿವೇಶನ ರಹಿತರಿಗೆ ಶೀಘ್ರ ನಿವೇಶನ bbox=[410, 757, 950, 794]
page-number-badge: 2 bbox=[1458, 72, 1489, 104]
photo-crowd-texture bbox=[1123, 1042, 1508, 1115]
day-list-item: ಜುಲೈ 29: ಅಂತರರಾಷ್ಟ್ರೀಯ ಹುಲಿ ದಿನ bbox=[1139, 854, 1350, 874]
important-days-box-inner bbox=[1128, 120, 1503, 901]
day-list-item: ಜುಲೈ 18: ಅಂತರರಾಷ್ಟ್ರೀಯ ನೆಲ್ಸನ್ ಮಂಡೇಲಾ ದಿನ bbox=[1139, 608, 1422, 627]
paper-emblem-icon bbox=[72, 80, 95, 102]
days-box-title: ಜುಲೈ 2025ರಲ್ಲಿ ಪ್ರಮುಖ ದಿನಗಳು bbox=[1129, 122, 1501, 178]
day-list-item: ಜುಲೈ 20: ಅಂತರರಾಷ್ಟ್ರೀಯ ಚೆಸ್ ದಿನ bbox=[1139, 633, 1349, 652]
header-paper-name: Praja Mana Kannada daily bbox=[1104, 77, 1325, 97]
article3-col2: ನೀಡಲಾಗುತ್ತಿದೆ. ಹಿಂದೆ ಕೇವಲ 400–500 ಸ್ಪ್ರಿಂಕ್ಲರ್ ಸೆಟ್‌ಗಳನ್ನು ನೀಡಲಾಗುತ್ತಿತ್ತು, ಆದರೆ ಈ ವರ್ಷ 7,000ಕ್ಕೂ ಹೆಚ್ಚು ಸೆಟ್‌ಗಳನ್ನು ವಿತರಿಸಲಾಗಿದೆ. ಈ ಬಾರಿ ಹೆಚ್ಚಿನ ಸ್ಪ್ರಿಂಕ್ಲರ್ ಸೆಟ್‌ಗಳನ್ನು ನೀಡುವಂತೆ ಮಧ್ಯಾಹ್ನ 2:30 ರಿಂದ 4:00 ಗಂಟೆಯವರೆಗೆ ನಡೆದ ಸಭೆಯಲ್ಲಿ ಮನವಿ ಮಾಡಲಾಯಿತು. ನೀಡಲಾಗುತ್ತಿದೆ. ಹಿಂದೆ ಕೇವಲ 400–500 ಸ್ಪ್ರಿಂಕ್ಲರ್ ಸೆಟ್‌ಗಳನ್ನು ನೀಡಲಾಗುತ್ತಿತ್ತು, ಆದರೆ ಈ ವರ್ಷ 7,000ಕ್ಕೂ ಹೆಚ್ಚು ಸೆಟ್‌ಗಳನ್ನು ವಿತರಿಸಲಾಗಿದೆ. ಈ ಬಾರಿ ಹೆಚ್ಚಿನ ಸ್ಪ್ರಿಂಕ್ಲರ್ ಸೆಟ್‌ಗಳನ್ನು ನೀಡುವಂತೆ ಮಧ್ಯಾಹ್ನ 2:30 ರಿಂದ 4:00 ಗಂಟೆಯವರೆಗೆ ನಡೆದ ಸಭೆಯಲ್ಲಿ ಮನವಿ ಮಾಡಲಾಯಿತು. ನೀಡಲಾಗುತ್ತಿದೆ. ಹಿಂದೆ ಕೇವಲ 400–500 ಸ್ಪ್ರಿಂಕ್ಲರ್ ಸೆಟ್‌ಗಳನ್ನು ನೀಡಲಾಗುತ್ತಿತ್ತು, ಆದರೆ ಈ ವರ್ಷ 7,000ಕ್ಕೂ ಹೆಚ್ಚು ಸೆಟ್‌ಗಳನ್ನು ವಿತರಿಸಲಾಗಿದೆ. ಈ ಬಾರಿ ಹೆಚ್ಚಿನ ಸ್ಪ್ರಿಂಕ್ಲರ್ ಸೆಟ್‌ಗಳನ್ನು ನೀಡುವಂತೆ ಮಧ್ಯಾಹ್ನ 2:30 ರಿಂದ 4:00 ಗಂಟೆಯವರೆಗೆ ನಡೆದ ಸಭೆಯಲ್ಲಿ ಮನವಿ ಮಾಡಲಾಯಿತು. bbox=[649, 1035, 876, 1396]
day-list-item: ಜುಲೈ 12 – ಮಲಾಲ ದಿನ, ರಾಷ್ಟ್ರೀಯ ಸರಳತೆ ದಿನ, ಪೇಪರ್ ಬ್ಯಾಗ್ ದಿನ bbox=[1139, 459, 1459, 502]
